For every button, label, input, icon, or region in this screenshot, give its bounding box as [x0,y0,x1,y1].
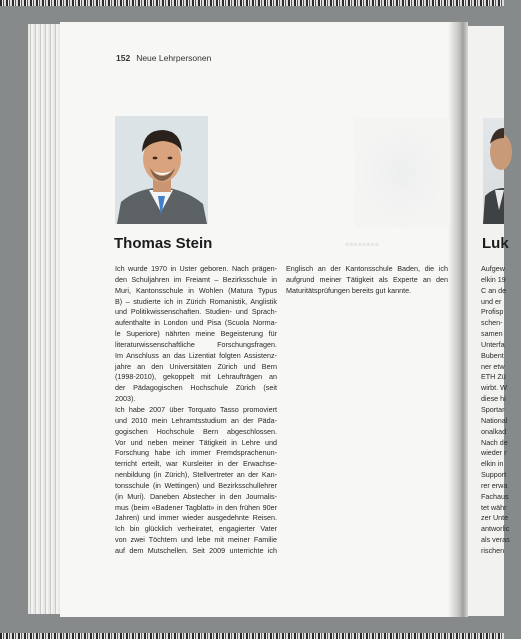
text-line: rischen [481,545,505,555]
text-line: (in Muri). Daneben Abstecher in den Journalis- [115,491,277,501]
text-line: von zwei Töchtern und lebe mit meiner Familie [115,535,277,545]
text-line: Maturitätsprüfungen bereits gut kannte. [286,285,412,295]
text-line: le Superiore) nährten meine Begeisterung für [115,329,277,339]
text-line: den Schuljahren im Freiamt – Bezirksschule in [115,274,277,284]
text-line: und Politikwissenschaften. Studien- und Sprach- [115,307,277,317]
show-through-photo [355,118,450,228]
text-line: mus (beim «Badener Tagblatt» in den frühen 90er [115,502,277,512]
text-line: zer Unte [481,513,509,523]
text-line: Jahren) und immer wieder ausgedehnte Reisen. [115,513,277,523]
text-line: (1998-2010), gekoppelt mit Lehraufträgen an [115,372,277,382]
text-line: samen [481,329,503,339]
text-line: Im Anschluss an das Lizentiat folgten Assistenz- [115,350,277,360]
text-line: Forschung habe ich immer Fremdsprachenun- [115,448,277,458]
text-line: wieder r [481,448,507,458]
text-line: Fachaus [481,491,509,501]
body-column-1 [115,264,277,557]
text-line: Vor und neben meiner Tätigkeit in Lehre und [115,437,277,447]
text-line: Nach de [481,437,508,447]
text-line: ner etw [481,361,505,371]
text-line: terricht erteilt, war Kursleiter in der Erwachse- [115,459,277,469]
portrait-photo [115,116,208,224]
running-header [116,53,211,63]
text-line: Ich bin glücklich verheiratet, engagierter Vater [115,524,277,534]
text-line: rer erwa [481,480,508,490]
text-line: Sportar [481,404,505,414]
section-title: Neue Lehrpersonen [136,53,212,63]
portrait-illustration [115,116,208,224]
text-line: Muri, Kantonsschule in Wohlen (Matura Typus [115,285,277,295]
show-through-text: ▪▪▪▪▪▪▪▪ [345,237,380,251]
text-line: ETH Zü [481,372,506,382]
person-name: Thomas Stein [114,235,213,252]
text-line: Englisch an der Kantonsschule Baden, die ich [286,264,448,273]
facing-page-portrait [483,118,504,224]
text-line: und er [481,296,502,306]
text-line: schen- [481,318,503,328]
body-column-2 [286,264,448,297]
text-line: tonsschule (in Wettingen) und Bezirksschullehrer [115,480,277,490]
text-line: tet währ [481,502,507,512]
text-line: nenbildung (in Zürich), Stellvertreter an der Kan- [115,470,277,480]
text-line: Aufgew [481,264,505,273]
text-line: der Pädagogischen Hochschule Zürich (seit [115,383,277,393]
text-line: aufenthalte in London und Pisa (Scuola Norma- [115,318,277,328]
text-line: wirbt. W [481,383,507,393]
facing-page-title: Luk [482,235,509,252]
text-line: Ich habe 2007 über Torquato Tasso promoviert [115,404,277,414]
text-line: Profisp [481,307,504,317]
facing-portrait-illustration [483,118,504,224]
text-line: diese hi [481,394,506,404]
text-line: gogischen Hochschule Bern abgeschlossen. [115,426,277,436]
text-line: auf dem Mutschellen. Seit 2009 unterrichte ich [115,545,277,555]
scanner-edge-bottom [0,633,504,639]
text-line: aufgrund meiner Tätigkeit als Experte an den [286,274,448,284]
text-line: onalkad [481,426,507,436]
text-line: B) – studierte ich in Zürich Romanistik, Anglistik [115,296,277,306]
page-number: 152 [116,53,131,63]
text-line: Unterfa [481,339,505,349]
text-line: und 2010 mein Lehramtsstudium an der Päda- [115,415,277,425]
facing-page-text [481,264,521,557]
text-line: C an de [481,285,507,295]
book-gutter [448,22,468,617]
scanner-edge-top [0,0,504,6]
text-line: Bubent [481,350,504,360]
text-line: elkin in [481,459,504,469]
text-line: literaturwissenschaftliche Forschungsfragen. [115,339,277,349]
text-line: als veras [481,535,510,545]
text-line: elkin 19 [481,274,506,284]
text-line: Support [481,470,507,480]
text-line: Ich wurde 1970 in Uster geboren. Nach prägen- [115,264,277,273]
text-line: jahre an den Universitäten Zürich und Bern [115,361,277,371]
text-line: National [481,415,508,425]
text-line: antworlic [481,524,510,534]
text-line: 2003). [115,394,136,404]
